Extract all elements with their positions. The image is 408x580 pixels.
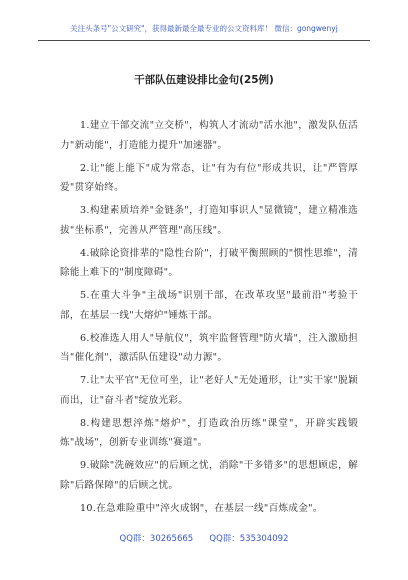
paragraph-9: 9.破除"洗碗效应"的后顾之忧，消除"干多错多"的思想顾虑，解除"后路保障"的后顾之忧。 — [60, 460, 358, 491]
paragraph-2: 2.让"能上能下"成为常态，让"有为有位"形成共识，让"严管厚爱"贯穿始终。 — [60, 162, 358, 193]
contact-footer: QQ群：30265665 QQ群：535304092 — [119, 534, 289, 544]
paragraph-8: 8.构建思想淬炼"熔炉"，打造政治历练"课堂"，开辟实践锻炼"战场"，创新专业训练"赛道"。 — [60, 417, 358, 448]
paragraph-4: 4.破除论资排辈的"隐性台阶"，打破平衡照顾的"惯性思维"，清除能上难下的"制度障碍"。 — [60, 247, 358, 278]
paragraph-7: 7.让"太平官"无位可坐，让"老好人"无处遁形，让"实干家"脱颖而出，让"奋斗者"绽放光彩。 — [60, 375, 358, 406]
paragraph-1: 1.建立干部交流"立交桥"，构筑人才流动"活水池"，激发队伍活力"新动能"，打造能力提升"加速器"。 — [60, 120, 358, 151]
paragraph-6: 6.校准选人用人"导航仪"，筑牢监督管理"防火墙"，注入激励担当"催化剂"，激活队伍建设"动力源"。 — [60, 332, 358, 363]
promo-header: 关注头条号"公文研究"，获得最新最全最专业的公文资料库！ 微信：gongwenyj — [70, 24, 338, 33]
header-divider — [38, 40, 370, 41]
paragraph-10: 10.在急难险重中"淬火成钢"，在基层一线"百炼成金"。 — [80, 502, 323, 514]
document-body — [60, 116, 358, 522]
paragraph-3: 3.构建素质培养"金链条"，打造知事识人"显微镜"，建立精准选拔"坐标系"，完善从严管理"高压线"。 — [60, 205, 358, 236]
paragraph-5: 5.在重大斗争"主战场"识别干部，在改革攻坚"最前沿"考验干部，在基层一线"大熔炉"锤炼干部。 — [60, 290, 358, 321]
document-title: 干部队伍建设排比金句(25例) — [134, 74, 274, 86]
